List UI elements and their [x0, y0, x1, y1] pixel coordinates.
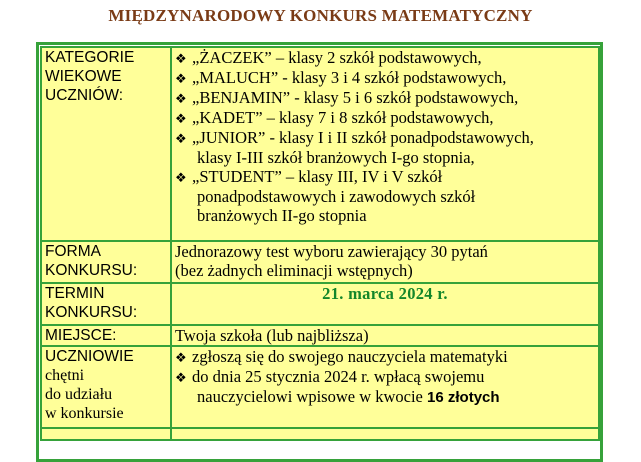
list-item: ❖ „BENJAMIN” - klasy 5 i 6 szkół podstawowych,: [175, 88, 519, 107]
table-row-forma: [41, 241, 599, 283]
table-row-cut: [41, 428, 599, 440]
list-item: ❖ „JUNIOR” - klasy I i II szkół ponadpodstawowych,: [175, 128, 534, 147]
list-item: ❖ „ŻACZEK” – klasy 2 szkół podstawowych,: [175, 48, 482, 67]
table-row-uczniowie: [41, 346, 599, 428]
list-item-continuation: branżowych II-go stopnia: [197, 206, 367, 225]
page-title: MIĘDZYNARODOWY KONKURS MATEMATYCZNY: [108, 6, 533, 25]
label-categories: KATEGORIE WIEKOWE UCZNIÓW:: [41, 47, 171, 241]
categories-list: [171, 47, 599, 241]
diamond-cluster-icon: ❖: [175, 370, 187, 385]
list-item-continuation: ponadpodstawowych i zawodowych szkół: [197, 187, 476, 206]
forma-value: Jednorazowy test wyboru zawierający 30 pytań (bez żadnych eliminacji wstępnych): [171, 241, 599, 283]
table-row-miejsce: [41, 325, 599, 346]
list-item-continuation: nauczycielowi wpisowe w kwocie 16 złotych: [197, 387, 500, 406]
list-item-continuation: klasy I-III szkół branżowych I-go stopnia,: [197, 148, 475, 167]
list-item: ❖ „MALUCH” - klasy 3 i 4 szkół podstawowych,: [175, 68, 507, 87]
diamond-cluster-icon: ❖: [175, 91, 187, 106]
table-row-categories: [41, 47, 599, 241]
label-termin: TERMIN KONKURSU:: [41, 283, 171, 325]
diamond-cluster-icon: ❖: [175, 131, 187, 146]
label-miejsce: MIEJSCE:: [41, 325, 171, 346]
uczniowie-list: [171, 346, 599, 428]
label-uczniowie: UCZNIOWIE chętni do udziału w konkursie: [41, 346, 171, 428]
diamond-cluster-icon: ❖: [175, 111, 187, 126]
table-row-termin: [41, 283, 599, 325]
diamond-cluster-icon: ❖: [175, 51, 187, 66]
list-item: ❖ „STUDENT” – klasy III, IV i V szkół: [175, 167, 443, 186]
diamond-cluster-icon: ❖: [175, 350, 187, 365]
list-item: ❖ zgłoszą się do swojego nauczyciela matematyki: [175, 347, 508, 366]
miejsce-value: Twoja szkoła (lub najbliższa): [171, 325, 599, 346]
diamond-cluster-icon: ❖: [175, 71, 187, 86]
list-item: ❖ do dnia 25 stycznia 2024 r. wpłacą swojemu: [175, 367, 485, 386]
list-item: ❖ „KADET” – klasy 7 i 8 szkół podstawowych,: [175, 108, 494, 127]
fee-amount: 16 złotych: [427, 389, 500, 406]
label-forma: FORMA KONKURSU:: [41, 241, 171, 283]
contest-date: 21. marca 2024 r.: [171, 283, 599, 325]
contest-info-table: [40, 46, 600, 441]
diamond-cluster-icon: ❖: [175, 170, 187, 185]
